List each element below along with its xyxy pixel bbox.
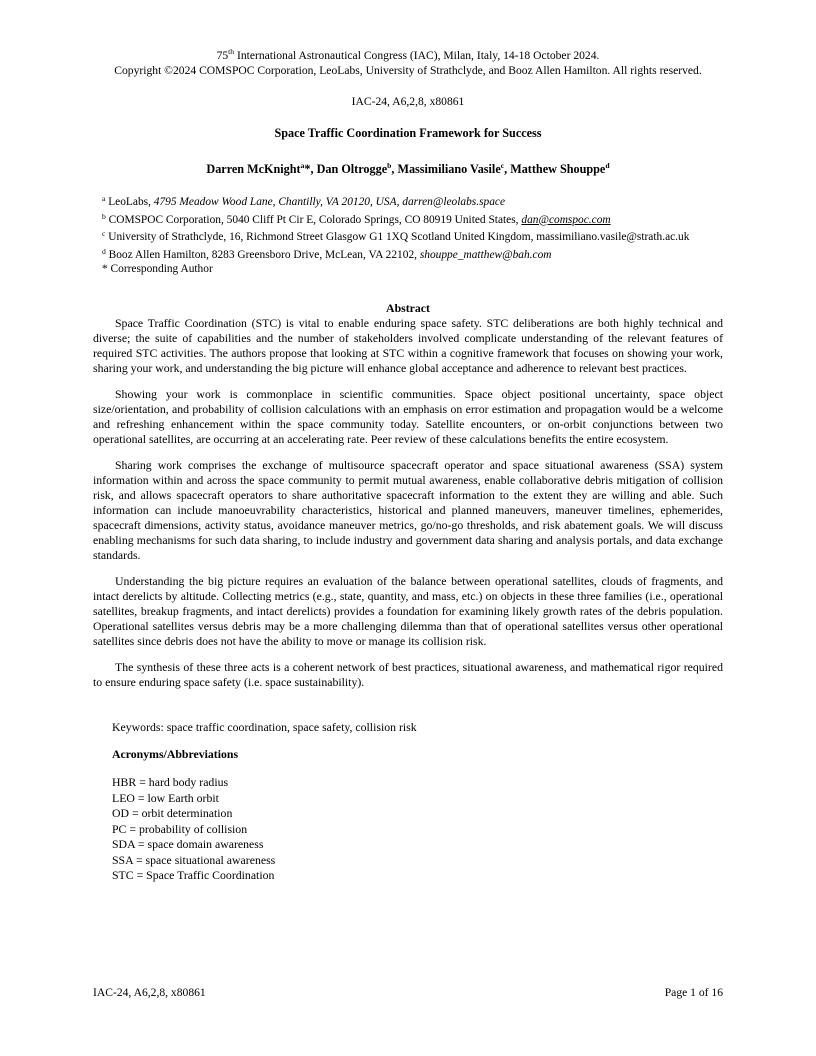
acronym-item: SSA = space situational awareness bbox=[112, 852, 276, 867]
affiliation-marker: b bbox=[102, 211, 106, 221]
paper-id: IAC-24, A6,2,8, x80861 bbox=[351, 94, 465, 108]
author-3-name: Massimiliano Vasile bbox=[397, 162, 501, 177]
author-list bbox=[93, 158, 723, 177]
acronym-item: PC = probability of collision bbox=[112, 821, 248, 836]
affiliation-marker: c bbox=[102, 229, 106, 239]
page-footer bbox=[93, 986, 723, 1000]
author-3-affiliation-marker: c bbox=[500, 161, 505, 171]
author-4-name: Matthew Shouppe bbox=[510, 162, 606, 177]
author-2-name: Dan Oltrogge bbox=[316, 162, 388, 177]
author-1-corresponding-marker: * bbox=[304, 162, 311, 177]
author-2-affiliation-marker: b bbox=[387, 161, 392, 171]
affiliation-a bbox=[93, 192, 723, 210]
conference-number: 75 bbox=[216, 48, 229, 62]
abstract-paragraph: Space Traffic Coordination (STC) is vital to enable enduring space safety. STC deliberations are both highly technical and diverse; the suite of capabilities and the number of stakeholders involved complicate understanding of the relevant features of required STC activities. The authors propose that looking at STC within a cognitive framework that focuses on showing your work, sharing your work, and understanding the big picture will enhance global acceptance and adherence to relevant best practices. bbox=[93, 315, 723, 376]
keywords-line: Keywords: space traffic coordination, space safety, collision risk bbox=[112, 719, 417, 734]
affiliation-list bbox=[93, 192, 723, 277]
affiliation-b bbox=[93, 210, 723, 228]
abstract-paragraph: The synthesis of these three acts is a coherent network of best practices, situational awareness, and mathematical rigor required to ensure enduring space safety (i.e. space sustainability). bbox=[93, 659, 723, 689]
abstract-paragraph: Showing your work is commonplace in scientific communities. Space object positional uncertainty, space object size/orientation, and probability of collision calculations with an emphasis on error estimation and propagation would be a welcome and refreshing enhancement within the space community today. Satellite encounters, or on-orbit conjunctions between two operational satellites, are occurring at an accelerating rate. Peer review of these calculations benefits the entire ecosystem. bbox=[93, 386, 723, 447]
abstract-paragraph: Sharing work comprises the exchange of multisource spacecraft operator and space situational awareness (SSA) system information within and across the space community to permit mutual awareness, enable collaborative debris mitigation of collision risk, and allows spacecraft operators to share authoritative spacecraft information to the extent they are willing and able. Such information can include manoeuvrability characteristics, historical and planned maneuvers, maneuver timelines, ephemerides, spacecraft dimensions, activity status, avoidance maneuver metrics, go/no-go thresholds, and risk abatement goals. We will discuss enabling mechanisms for such data sharing, to include industry and government data sharing and analysis portals, and data exchange standards. bbox=[93, 457, 723, 563]
affiliation-org: LeoLabs, bbox=[105, 195, 154, 208]
author-4-affiliation-marker: d bbox=[605, 161, 610, 171]
corresponding-author-note: * Corresponding Author bbox=[102, 263, 213, 276]
acronym-item: HBR = hard body radius bbox=[112, 775, 229, 790]
affiliation-email-link[interactable]: dan@comspoc.com bbox=[521, 213, 611, 226]
acronym-item: SDA = space domain awareness bbox=[112, 837, 264, 852]
footer-page-number: Page 1 of 16 bbox=[664, 986, 723, 999]
affiliation-org: COMSPOC Corporation, 5040 Cliff Pt Cir E, Colorado Springs, CO 80919 United States, bbox=[105, 213, 522, 226]
conference-line bbox=[93, 44, 723, 63]
author-separator: , bbox=[310, 162, 317, 177]
paper-title: Space Traffic Coordination Framework for Success bbox=[274, 126, 542, 141]
acronym-item: STC = Space Traffic Coordination bbox=[112, 868, 275, 883]
affiliation-marker: d bbox=[102, 246, 106, 256]
affiliation-d bbox=[93, 245, 723, 263]
affiliation-c bbox=[93, 227, 723, 245]
acronym-list bbox=[112, 775, 723, 884]
affiliation-email: shouppe_matthew@bah.com bbox=[419, 248, 552, 261]
affiliation-org: Booz Allen Hamilton, 8283 Greensboro Drive, McLean, VA 22102, bbox=[105, 248, 420, 261]
acronyms-heading: Acronyms/Abbreviations bbox=[112, 747, 239, 762]
page-content bbox=[93, 44, 723, 884]
copyright-line: Copyright ©2024 COMSPOC Corporation, LeoLabs, University of Strathclyde, and Booz Allen Hamilton. All rights reserved. bbox=[114, 64, 702, 78]
acronym-item: OD = orbit determination bbox=[112, 806, 233, 821]
footer-paper-id: IAC-24, A6,2,8, x80861 bbox=[93, 986, 206, 999]
conference-ordinal-suffix: th bbox=[228, 47, 235, 56]
author-1-name: Darren McKnight bbox=[206, 162, 301, 177]
affiliation-org: University of Strathclyde, 16, Richmond Street Glasgow G1 1XQ Scotland United Kingdom, massimiliano.vasile@strath.ac.uk bbox=[105, 231, 690, 244]
author-separator: , bbox=[504, 162, 511, 177]
abstract-paragraph: Understanding the big picture requires an evaluation of the balance between operational satellites, clouds of fragments, and intact derelicts by altitude. Collecting metrics (e.g., state, quantity, and mass, etc.) on objects in these three families (i.e., operational satellites, breakup fragments, and intact derelicts) provides a foundation for examining likely growth rates of the debris population. Operational satellites versus debris may be a more challenging dilemma than that of operational satellites versus other operational satellites since debris does not have the ability to move or manage its collision risk. bbox=[93, 573, 723, 649]
affiliation-marker: a bbox=[102, 193, 106, 203]
author-separator: , bbox=[391, 162, 398, 177]
affiliation-address-email: 4795 Meadow Wood Lane, Chantilly, VA 20120, USA, darren@leolabs.space bbox=[153, 195, 506, 208]
acronym-item: LEO = low Earth orbit bbox=[112, 790, 219, 805]
author-1-affiliation-marker: a bbox=[300, 161, 305, 171]
abstract-heading: Abstract bbox=[386, 300, 430, 315]
conference-title-text: International Astronautical Congress (IAC), Milan, Italy, 14-18 October 2024. bbox=[234, 48, 600, 62]
